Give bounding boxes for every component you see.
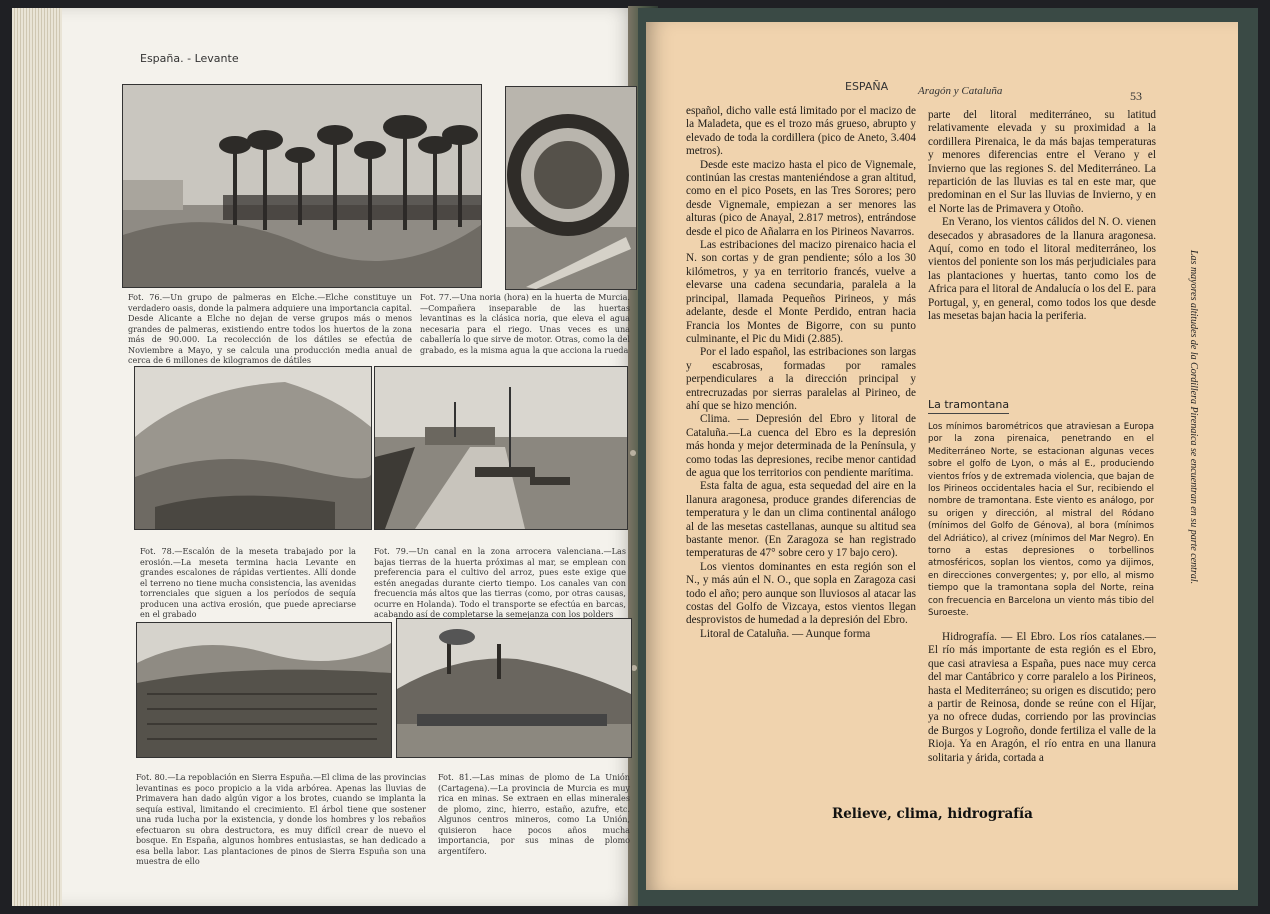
paragraph: Las estribaciones del macizo pirenaico hacia el N. son cortas y de gran pendiente; sólo a los 30 kilómetros, y ya en territorio francés, vuelve a elevarse una cadena secundaria, paralela a la principal, llamada Pequeños Pirineos, y más adelante, desde el Monte Perdido, entran hacia Francia los Montes de Bigorre, con su punto culminante, el Pic du Midi (2.885).: [686, 239, 916, 345]
photo-canal-arrocera: [374, 366, 628, 530]
margin-note-vertical: Las mayores altitudes de la Cordillera Pirenaica se encuentran en su parte central.: [1188, 250, 1199, 585]
paragraph: En Verano, los vientos cálidos del N. O. vienen desecados y abrasadores de la llanura aragonesa. Aquí, como en todo el litoral mediterráneo, los vientos del poniente son los más perjudiciales para las plantaciones y huertas, tanto como los de Africa para el litoral de Andalucía o los del E. para Portugal, y, en general, como todos los que desde las mesetas bajan hacia la periferia.: [928, 216, 1156, 323]
paragraph: Los vientos dominantes en esta región son el N., y más aún el N. O., que sopla en Zaragoza casi todo el año; pero aunque son lluviosos al atacar las costas del Golfo de Vizcaya, estos vientos llegan desprovistos de humedad a la depresión del Ebro.: [686, 560, 916, 627]
right-running-head-section: ESPAÑA: [845, 80, 889, 93]
box-tramontana-text: Los mínimos barométricos que atraviesan a Europa por la zona pirenaica, penetrando en el Mediterráneo Norte, se estacionan algunas veces sobre el golfo de Lyon, o más al E., produciendo vientos fríos y de extremada violencia, que bajan de los Pirineos occidentales hacia el Sur, recibiendo el nombre de tramontana. Este viento es análogo, por su origen y dirección, al mistral del Ródano (mínimos del Golfo de Génova), al bora (mínimos del Adriático), al crivez (mínimos del Mar Negro). En torno a estas depresiones o torbellinos atmosféricos, soplan los vientos, como ya dijimos, en direcciones convergentes; y, por ello, al mismo tiempo que la tramontana sopla del Norte, reina con frecuencia en Barcelona un viento más tibio del Suroeste.: [928, 422, 1154, 619]
caption-fig80: Fot. 80.—La repoblación en Sierra Espuña.—El clima de las provincias levantinas es poco propicio a la vida arbórea. Apenas las lluvias de Primavera han dado algún vigor a los brotes, cuando se implanta la sequía estival, limitando el crecimiento. El árbol tiene que sostener una ruda lucha por la existencia, y donde los hombres y los rebaños efectuaron su obra destructora, es muy difícil crear de nuevo el bosque. En España, algunos hombres entusiastas, se han dedicado a esa bella labor. Las plantaciones de pinos de Sierra Espuña son una muestra de ello: [136, 772, 426, 866]
paragraph: Esta falta de agua, esta sequedad del aire en la llanura aragonesa, produce grandes diferencias de temperatura y le dan un clima continental análogo al de las mesetas castellanas, aunque su altitud sea bastante menor. (En Zaragoza se han registrado temperaturas de 47° sobre cero y 17 bajo cero).: [686, 480, 916, 560]
text-column-2: [928, 109, 1156, 324]
page-edge-stack: [12, 8, 62, 906]
caption-fig76: Fot. 76.—Un grupo de palmeras en Elche.—Elche constituye un verdadero oasis, donde la palmera adquiere una importancia capital. Desde Alicante a Elche no dejan de verse grupos más o menos grandes de palmeras, existiendo entre todos los huertos de la zona más de 90.000. La recolección de los dátiles se efectúa de Noviembre a Mayo, y se calcula una producción media anual de cerca de 6 millones de kilogramos de dátiles: [128, 292, 412, 365]
right-running-head-chapter: Aragón y Cataluña: [918, 85, 1003, 97]
text-column-1: [686, 105, 916, 641]
paragraph-hidrografia: Hidrografía. — El Ebro. Los ríos catalanes.—El río más importante de esta región es el Ebro, que casi atraviesa a España, pues nace muy cerca del mar Cantábrico y corre paralelo a los Pirineos, hasta el Mediterráneo; su origen es discutido; pero a partir de Reinosa, donde se reúne con el Híjar, ya no ofrece dudas, corriendo por las provincias de Burgos y Logroño, donde fertiliza el valle de la Rioja. Ya en Aragón, el río entra en una llanura solitaria y árida, cortada a: [928, 631, 1156, 764]
caption-fig81: Fot. 81.—Las minas de plomo de La Unión (Cartagena).—La provincia de Murcia es muy rica en minas. Se extraen en ellas minerales de plomo, zinc, hierro, estaño, azufre, etc. Algunos centros mineros, como La Unión, quisieron hace pocos años mucha importancia, por sus minas de plomo argentífero.: [438, 772, 630, 856]
paragraph: español, dicho valle está limitado por el macizo de la Maladeta, que es el trozo más grueso, abrupto y elevado de toda la cordillera (pico de Aneto, 3.404 metros).: [686, 105, 916, 158]
caption-fig79: Fot. 79.—Un canal en la zona arrocera valenciana.—Las bajas tierras de la huerta próximas al mar, se emplean con preferencia para el cultivo del arroz, pues este exige que estén anegadas durante cierto tiempo. Los canales van con frecuencia más altos que las tierras (como, por otras causas, ocurre en Holanda). Todo el transporte se efectúa en barcas, acabando así de completarse la semejanza con los polders: [374, 546, 626, 619]
photo-noria-murcia: [505, 86, 637, 290]
caption-fig77: Fot. 77.—Una noria (hora) en la huerta de Murcia.—Compañera inseparable de las huertas levantinas es la clásica noria, que eleva el agua necesaria para el riego. Unas veces es una caballería lo que sirve de motor. Otras, como la del grabado, es la misma agua la que acciona la rueda: [420, 292, 630, 355]
photo-minas-la-union: [396, 618, 632, 758]
section-heading-tramontana: La tramontana: [928, 398, 1009, 414]
photo-palms-elche: [122, 84, 482, 288]
page-number: 53: [1130, 89, 1142, 103]
paragraph-litoral: Litoral de Cataluña. — Aunque forma: [700, 627, 871, 640]
paragraph: Desde este macizo hasta el pico de Vignemale, continúan las crestas manteniéndose a gran altitud, como en el pico Posets, en las Tres Sorores; pero desde Vignemale, empiezan a ser menores las alturas (pico de Anayal, 2.817 metros), entrándose desde el pico de Añalarra en los Pirineos Navarros.: [686, 158, 916, 238]
paragraph: Por el lado español, las estribaciones son largas y escabrosas, formadas por ramales perpendiculares a la dirección principal y entrecruzadas por sierras paralelas al Pirineo, de ahí que se hizo mención.: [686, 346, 916, 412]
binding-stitch: [630, 450, 636, 456]
paragraph-clima: Clima. — Depresión del Ebro y litoral de Cataluña.—La cuenca del Ebro es la depresión más honda y mejor determinada de la Península, y como todas las depresiones, recibe menor cantidad de agua que los territorios con pendiente marítima.: [686, 413, 916, 479]
paragraph: parte del litoral mediterráneo, su latitud relativamente elevada y su proximidad a la cordillera Pirenaica, le da más bajas temperaturas y menores diferencias entre el Verano y el Invierno que las regiones S. del Mediterráneo. La repartición de las lluvias es tal en este mar, que predominan en el Sur las lluvias de Invierno, y en el Norte las de Primavera y Otoño.: [928, 109, 1156, 215]
photo-sierra-espuna: [136, 622, 392, 758]
page-footer-title: Relieve, clima, hidrografía: [832, 806, 1033, 822]
left-running-head: España. - Levante: [140, 52, 239, 65]
caption-fig78: Fot. 78.—Escalón de la meseta trabajado por la erosión.—La meseta termina hacia Levante en grandes escalones de rápidas vertientes. Allí donde el terreno no tiene mucha consistencia, las avenidas torrenciales que siguen a los períodos de sequía producen una activa erosión, que puede apreciarse en el grabado: [140, 546, 356, 619]
photo-erosion-escalon: [134, 366, 372, 530]
